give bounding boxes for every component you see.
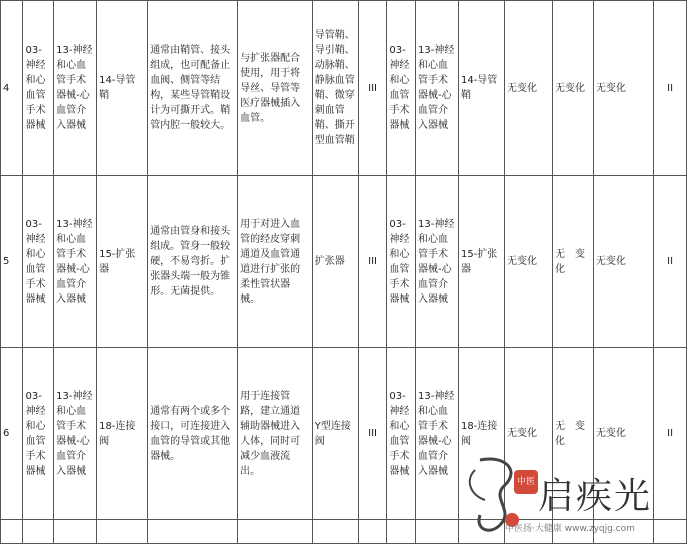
table-cell <box>238 520 313 544</box>
table-cell <box>416 520 459 544</box>
category-secondary: 13-神经和心血管手术器械-心血管介入器械 <box>54 348 97 520</box>
category-primary-new: 03-神经和心血管手术器械 <box>387 348 416 520</box>
row-number: 6 <box>1 348 23 520</box>
product-category-new: 14-导管鞘 <box>458 1 504 176</box>
row-number: 4 <box>1 1 23 176</box>
table-row <box>1 176 687 348</box>
change-examples: 无变化 <box>593 348 653 520</box>
watermark-brand: 启疾光 <box>538 476 653 517</box>
table-cell <box>387 520 416 544</box>
product-description: 通常由管身和接头组成。管身一般较硬，不易弯折。扩张器头端一般为锥形。无菌提供。 <box>148 176 238 348</box>
product-examples: Y型连接阀 <box>312 348 358 520</box>
intended-use: 用于连接管路，建立通道辅助器械进入人体，同时可减少血液流出。 <box>238 348 313 520</box>
change-use: 无 变化 <box>553 176 594 348</box>
category-secondary-new: 13-神经和心血管手术器械-心血管介入器械 <box>416 176 459 348</box>
product-category-new: 15-扩张器 <box>458 176 504 348</box>
category-primary: 03-神经和心血管手术器械 <box>23 1 54 176</box>
change-examples: 无变化 <box>593 176 653 348</box>
watermark-footer: 中医扬·大健康 www.zyqjg.com <box>505 524 635 534</box>
product-examples: 扩张器 <box>312 176 358 348</box>
table-cell <box>148 520 238 544</box>
category-secondary-new: 13-神经和心血管手术器械-心血管介入器械 <box>416 348 459 520</box>
product-examples: 导管鞘、导引鞘、动脉鞘、静脉血管鞘、微穿刺血管鞘、撕开型血管鞘 <box>312 1 358 176</box>
management-class: III <box>358 176 387 348</box>
management-class: III <box>358 1 387 176</box>
category-secondary: 13-神经和心血管手术器械-心血管介入器械 <box>54 176 97 348</box>
management-class-new: II <box>654 1 687 176</box>
change-description: 无变化 <box>504 1 552 176</box>
category-primary: 03-神经和心血管手术器械 <box>23 176 54 348</box>
table-cell <box>358 520 387 544</box>
seal-badge: 中医 <box>514 470 538 494</box>
change-use: 无变化 <box>553 1 594 176</box>
category-primary-new: 03-神经和心血管手术器械 <box>387 176 416 348</box>
category-secondary-new: 13-神经和心血管手术器械-心血管介入器械 <box>416 1 459 176</box>
change-use: 无 变化 <box>553 348 594 520</box>
intended-use: 与扩张器配合使用，用于将导丝、导管等医疗器械插入血管。 <box>238 1 313 176</box>
category-secondary: 13-神经和心血管手术器械-心血管介入器械 <box>54 1 97 176</box>
intended-use: 用于对进入血管的经皮穿刺通道及血管通道进行扩张的柔性管状器械。 <box>238 176 313 348</box>
management-class-new: II <box>654 176 687 348</box>
product-category: 15-扩张器 <box>97 176 148 348</box>
product-description: 通常由鞘管、接头组成，也可配备止血阀、侧管等结构，某些导管鞘设计为可撕开式。鞘管内腔一般较大。 <box>148 1 238 176</box>
category-primary-new: 03-神经和心血管手术器械 <box>387 1 416 176</box>
table-cell <box>1 520 23 544</box>
table-cell <box>54 520 97 544</box>
management-class-new: II <box>654 348 687 520</box>
table-cell <box>23 520 54 544</box>
table-cell <box>97 520 148 544</box>
table-row <box>1 1 687 176</box>
product-category: 18-连接阀 <box>97 348 148 520</box>
product-category-new: 18-连接阀 <box>458 348 504 520</box>
row-number: 5 <box>1 176 23 348</box>
product-description: 通常有两个或多个接口，可连接进入血管的导管或其他器械。 <box>148 348 238 520</box>
change-description: 无变化 <box>504 176 552 348</box>
change-description: 无变化 <box>504 348 552 520</box>
product-category: 14-导管鞘 <box>97 1 148 176</box>
management-class: III <box>358 348 387 520</box>
change-examples: 无变化 <box>593 1 653 176</box>
category-primary: 03-神经和心血管手术器械 <box>23 348 54 520</box>
table-cell <box>312 520 358 544</box>
